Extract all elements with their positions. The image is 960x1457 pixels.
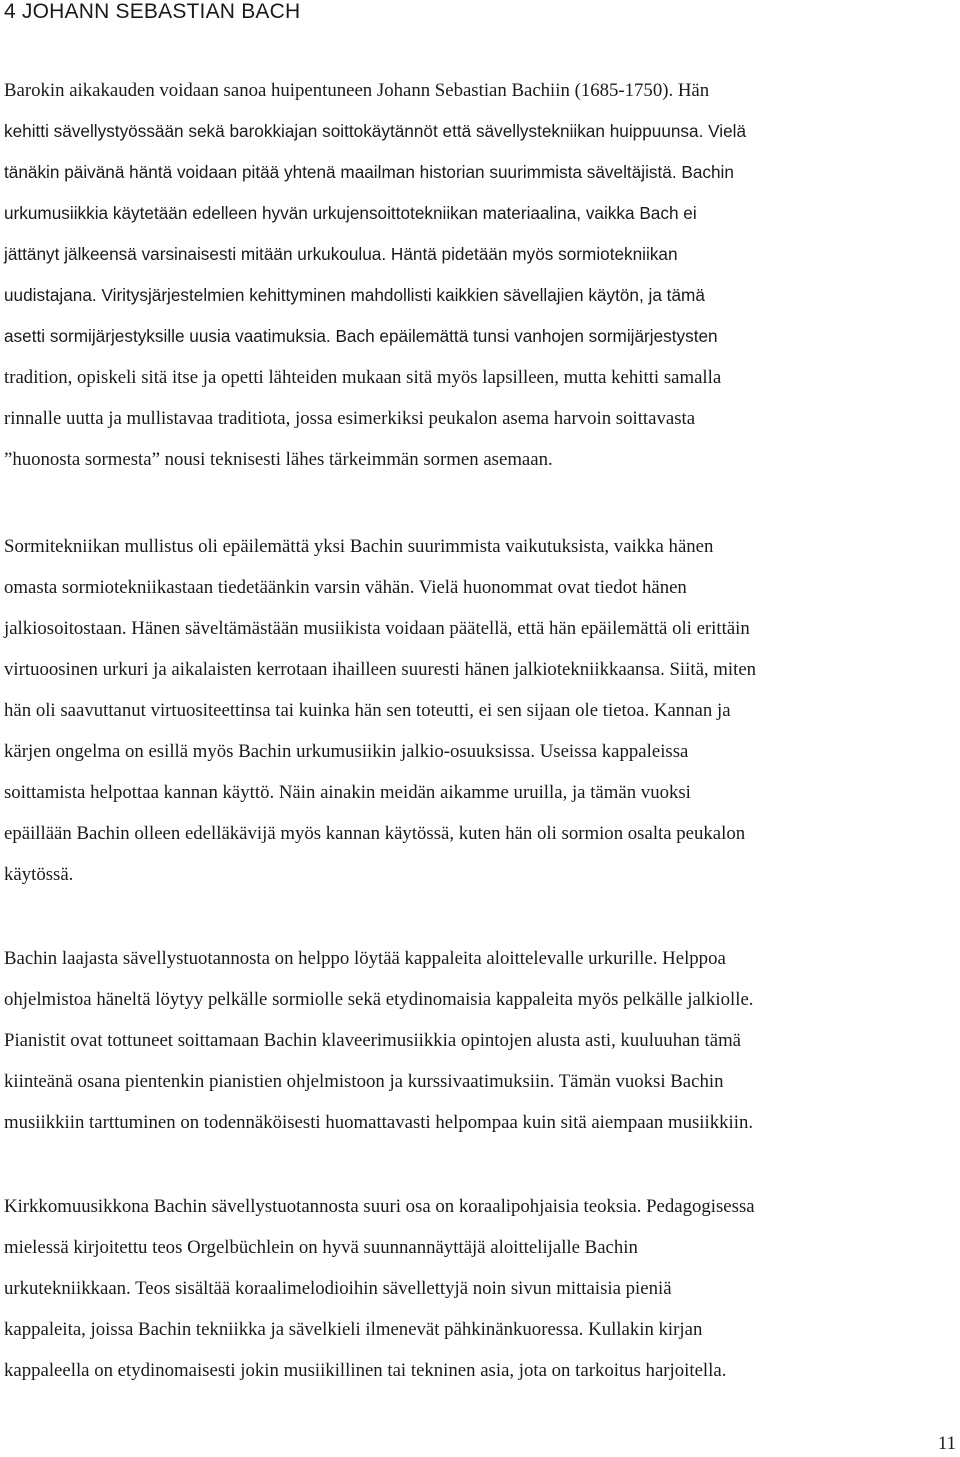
paragraph-1 (4, 70, 956, 480)
paragraph-2 (4, 526, 956, 895)
paragraph-line: urkutekniikkaan. Teos sisältää koraalimelodioihin sävellettyjä noin sivun mittaisia pieniä (4, 1278, 672, 1299)
paragraph-line: hän oli saavuttanut virtuositeettinsa tai kuinka hän sen toteutti, ei sen sijaan ole tietoa. Kannan ja (4, 700, 731, 721)
paragraph-line: käytössä. (4, 864, 74, 885)
paragraph-line: mielessä kirjoitettu teos Orgelbüchlein on hyvä suunnannäyttäjä aloittelijalle Bachin (4, 1237, 638, 1258)
paragraph-line: kappaleita, joissa Bachin tekniikka ja sävelkieli ilmenevät pähkinänkuoressa. Kullakin kirjan (4, 1319, 703, 1340)
paragraph-line: kiinteänä osana pientenkin pianistien ohjelmistoon ja kurssivaatimuksiin. Tämän vuoksi Bachin (4, 1071, 724, 1092)
paragraph-line: tradition, opiskeli sitä itse ja opetti lähteiden mukaan sitä myös lapsilleen, mutta kehitti samalla (4, 367, 722, 388)
paragraph-line: kehitti sävellystyössään sekä barokkiajan soittokäytännöt että sävellystekniikan huippuunsa. Vielä (4, 121, 747, 141)
paragraph-line: rinnalle uutta ja mullistavaa traditiota, jossa esimerkiksi peukalon asema harvoin soittavasta (4, 408, 696, 429)
paragraph-line: Sormitekniikan mullistus oli epäilemättä yksi Bachin suurimmista vaikutuksista, vaikka hänen (4, 536, 714, 557)
paragraph-3 (4, 938, 956, 1143)
paragraph-line: Barokin aikakauden voidaan sanoa huipentuneen Johann Sebastian Bachiin (1685-1750). Hän (4, 80, 710, 101)
chapter-heading: 4 JOHANN SEBASTIAN BACH (4, 0, 301, 23)
paragraph-line: Kirkkomuusikkona Bachin sävellystuotannosta suuri osa on koraalipohjaisia teoksia. Pedagogisessa (4, 1196, 755, 1217)
paragraph-line: omasta sormiotekniikastaan tiedetäänkin varsin vähän. Vielä huonommat ovat tiedot hänen (4, 577, 687, 598)
paragraph-4 (4, 1186, 956, 1391)
paragraph-line: Bachin laajasta sävellystuotannosta on helppo löytää kappaleita aloittelevalle urkurille. Helppoa (4, 948, 726, 969)
paragraph-line: epäillään Bachin olleen edelläkävijä myös kannan käytössä, kuten hän oli sormion osalta peukalon (4, 823, 746, 844)
paragraph-line: ”huonosta sormesta” nousi teknisesti lähes tärkeimmän sormen asemaan. (4, 449, 553, 470)
paragraph-line: ohjelmistoa häneltä löytyy pelkälle sormiolle sekä etydinomaisia kappaleita myös pelkälle jalkiolle. (4, 989, 754, 1010)
paragraph-line: Pianistit ovat tottuneet soittamaan Bachin klaveerimusiikkia opintojen alusta asti, kuuluuhan tämä (4, 1030, 742, 1051)
paragraph-line: tänäkin päivänä häntä voidaan pitää yhtenä maailman historian suurimmista säveltäjistä. Bachin (4, 162, 734, 182)
paragraph-line: virtuoosinen urkuri ja aikalaisten kerrotaan ihailleen suuresti hänen jalkiotekniikkaansa. Siitä, miten (4, 659, 757, 680)
paragraph-line: kappaleella on etydinomaisesti jokin musiikillinen tai tekninen asia, jota on tarkoitus harjoitella. (4, 1360, 727, 1381)
paragraph-line: musiikkiin tarttuminen on todennäköisesti huomattavasti helpompaa kuin sitä aiempaan musiikkiin. (4, 1112, 754, 1133)
paragraph-line: asetti sormijärjestyksille uusia vaatimuksia. Bach epäilemättä tunsi vanhojen sormijärjestysten (4, 326, 718, 346)
page-number: 11 (937, 1433, 956, 1454)
paragraph-line: jättänyt jälkeensä varsinaisesti mitään urkukoulua. Häntä pidetään myös sormiotekniikan (4, 244, 678, 264)
paragraph-line: kärjen ongelma on esillä myös Bachin urkumusiikin jalkio-osuuksissa. Useissa kappaleissa (4, 741, 689, 762)
paragraph-line: jalkiosoitostaan. Hänen säveltämästään musiikista voidaan päätellä, että hän epäilemättä oli erittäin (4, 618, 750, 639)
paragraph-line: uudistajana. Viritysjärjestelmien kehittyminen mahdollisti kaikkien sävellajien käytön, ja tämä (4, 285, 705, 305)
paragraph-line: urkumusiikkia käytetään edelleen hyvän urkujensoittotekniikan materiaalina, vaikka Bach ei (4, 203, 697, 223)
paragraph-line: soittamista helpottaa kannan käyttö. Näin ainakin meidän aikamme uruilla, ja tämän vuoksi (4, 782, 691, 803)
